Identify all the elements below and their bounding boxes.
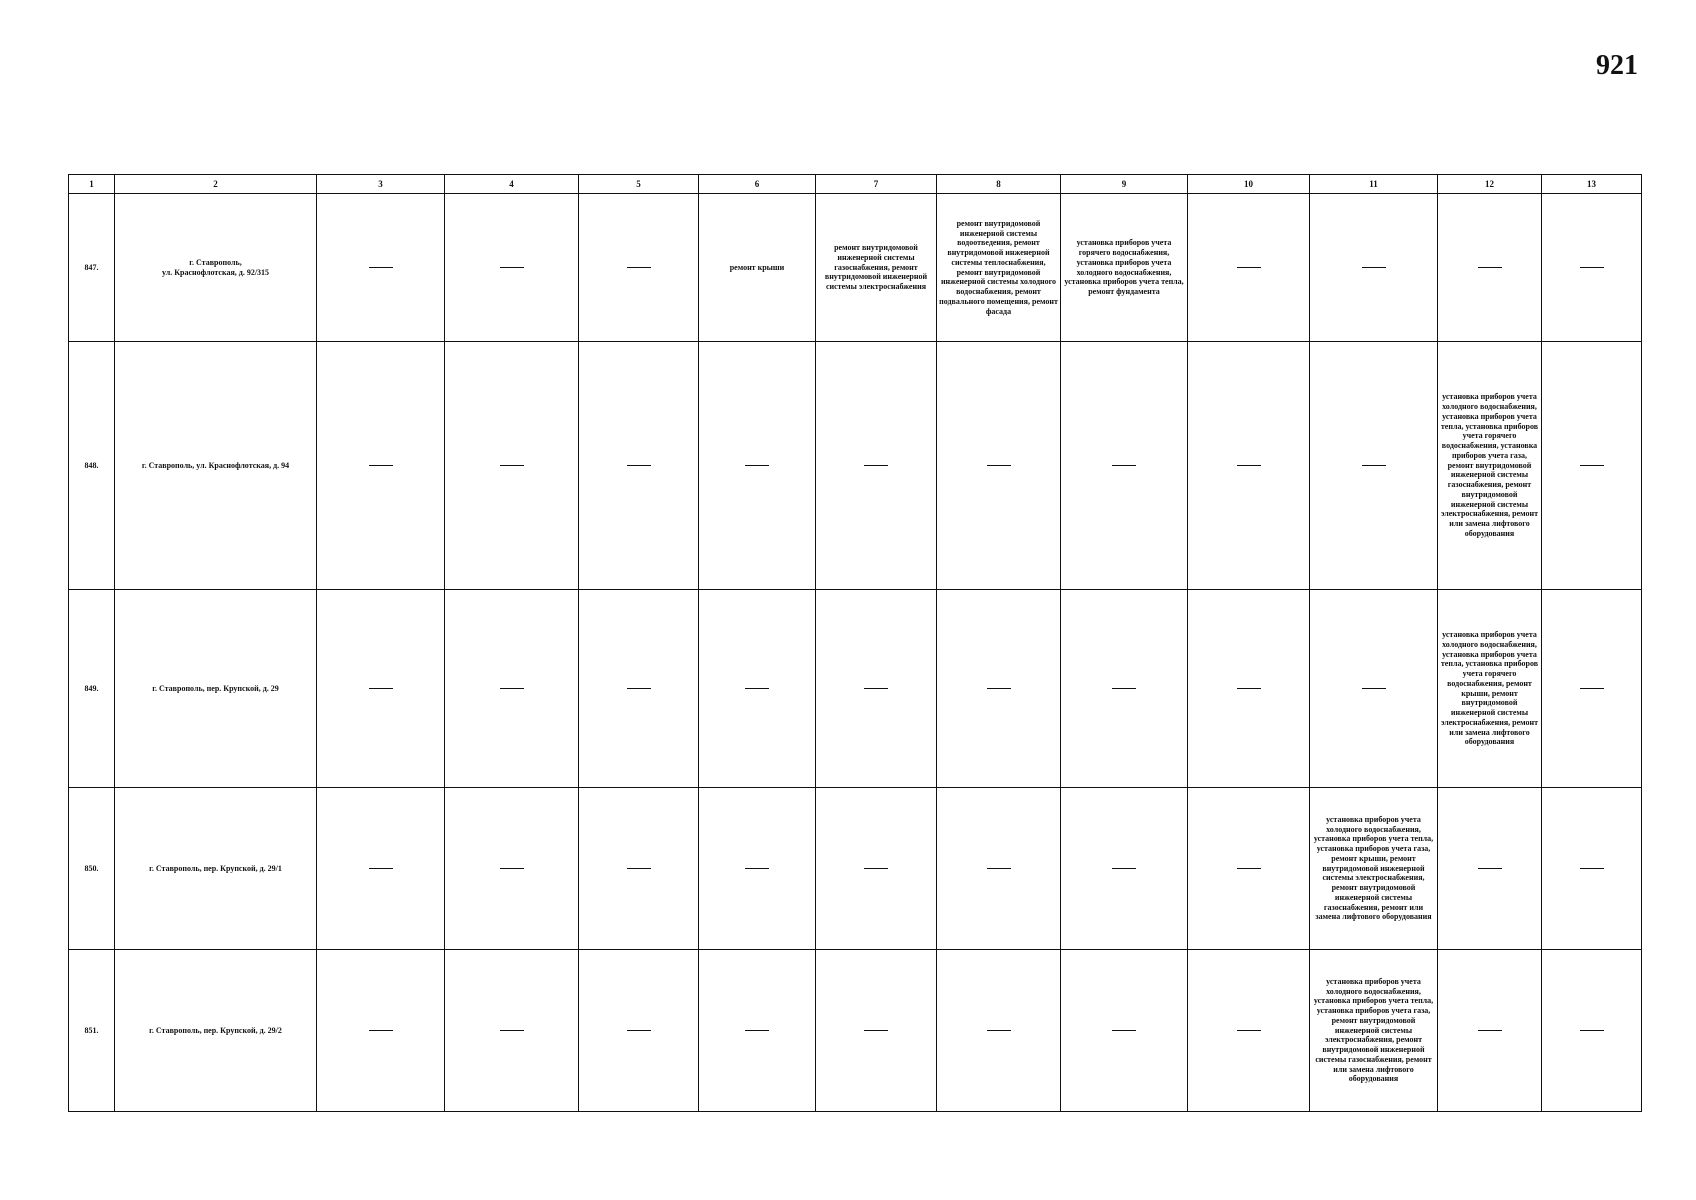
empty-cell [445, 194, 579, 342]
empty-cell [579, 590, 699, 788]
dash-mark [745, 1030, 769, 1031]
empty-cell [1188, 194, 1310, 342]
dash-mark [500, 868, 524, 869]
empty-cell [1310, 194, 1438, 342]
dash-mark [627, 868, 651, 869]
column-header: 2 [115, 175, 317, 194]
dash-mark [1112, 868, 1136, 869]
empty-cell [1188, 590, 1310, 788]
dash-mark [627, 1030, 651, 1031]
empty-cell [1542, 590, 1642, 788]
dash-mark [1112, 1030, 1136, 1031]
dash-mark [500, 688, 524, 689]
column-header: 5 [579, 175, 699, 194]
empty-cell [699, 590, 816, 788]
table-row [69, 342, 1642, 590]
address-cell: г. Ставрополь, пер. Крупской, д. 29 [115, 590, 317, 788]
empty-cell [937, 788, 1061, 950]
work-description-cell: ремонт крыши [699, 194, 816, 342]
empty-cell [579, 342, 699, 590]
empty-cell [1542, 194, 1642, 342]
empty-cell [937, 950, 1061, 1112]
dash-mark [369, 868, 393, 869]
row-number: 850. [69, 788, 115, 950]
empty-cell [937, 590, 1061, 788]
empty-cell [1188, 950, 1310, 1112]
empty-cell [1438, 788, 1542, 950]
empty-cell [445, 788, 579, 950]
work-description-cell: ремонт внутридомовой инженерной системы водоотведения, ремонт внутридомовой инженерной системы теплоснабжения, ремонт внутридомовой инженерной системы холодного водоснабжения, ремонт подвального помещения, ремонт фасада [937, 194, 1061, 342]
dash-mark [1580, 267, 1604, 268]
empty-cell [699, 342, 816, 590]
dash-mark [987, 1030, 1011, 1031]
dash-mark [1362, 465, 1386, 466]
empty-cell [1061, 342, 1188, 590]
dash-mark [627, 688, 651, 689]
dash-mark [1580, 1030, 1604, 1031]
work-description-cell: ремонт внутридомовой инженерной системы газоснабжения, ремонт внутридомовой инженерной системы электроснабжения [816, 194, 937, 342]
dash-mark [1580, 868, 1604, 869]
empty-cell [317, 788, 445, 950]
dash-mark [864, 688, 888, 689]
address-cell: г. Ставрополь, ул. Краснофлотская, д. 94 [115, 342, 317, 590]
dash-mark [1478, 1030, 1502, 1031]
dash-mark [500, 267, 524, 268]
dash-mark [987, 465, 1011, 466]
empty-cell [1061, 950, 1188, 1112]
work-description-cell: установка приборов учета холодного водоснабжения, установка приборов учета тепла, установка приборов учета газа, ремонт крыши, ремонт внутридомовой инженерной системы электроснабжения, ремонт внутридомовой инженерной системы газоснабжения, ремонт или замена лифтового оборудования [1310, 788, 1438, 950]
dash-mark [369, 688, 393, 689]
dash-mark [1362, 688, 1386, 689]
empty-cell [1310, 590, 1438, 788]
table-row [69, 194, 1642, 342]
repair-program-table [68, 174, 1642, 1112]
dash-mark [1237, 267, 1261, 268]
empty-cell [317, 342, 445, 590]
empty-cell [579, 788, 699, 950]
address-cell: г. Ставрополь, пер. Крупской, д. 29/1 [115, 788, 317, 950]
column-header: 12 [1438, 175, 1542, 194]
dash-mark [864, 1030, 888, 1031]
column-header: 10 [1188, 175, 1310, 194]
empty-cell [317, 590, 445, 788]
column-header: 1 [69, 175, 115, 194]
empty-cell [1542, 950, 1642, 1112]
work-description-cell: установка приборов учета холодного водоснабжения, установка приборов учета тепла, установка приборов учета газа, ремонт внутридомовой инженерной системы электроснабжения, ремонт внутридомовой инженерной системы газоснабжения, ремонт или замена лифтового оборудования [1310, 950, 1438, 1112]
dash-mark [1580, 688, 1604, 689]
empty-cell [445, 342, 579, 590]
empty-cell [1061, 788, 1188, 950]
dash-mark [1580, 465, 1604, 466]
dash-mark [1112, 688, 1136, 689]
page-number: 921 [1596, 50, 1638, 81]
column-header: 7 [816, 175, 937, 194]
empty-cell [1188, 342, 1310, 590]
empty-cell [1542, 788, 1642, 950]
empty-cell [1188, 788, 1310, 950]
dash-mark [369, 1030, 393, 1031]
empty-cell [816, 342, 937, 590]
empty-cell [699, 788, 816, 950]
row-number: 851. [69, 950, 115, 1112]
address-cell: г. Ставрополь, пер. Крупской, д. 29/2 [115, 950, 317, 1112]
dash-mark [500, 465, 524, 466]
dash-mark [369, 267, 393, 268]
empty-cell [445, 950, 579, 1112]
row-number: 849. [69, 590, 115, 788]
dash-mark [1237, 1030, 1261, 1031]
row-number: 847. [69, 194, 115, 342]
dash-mark [745, 465, 769, 466]
dash-mark [369, 465, 393, 466]
row-number: 848. [69, 342, 115, 590]
dash-mark [1237, 465, 1261, 466]
dash-mark [1478, 267, 1502, 268]
table-row [69, 788, 1642, 950]
column-header: 8 [937, 175, 1061, 194]
empty-cell [1310, 342, 1438, 590]
dash-mark [1237, 868, 1261, 869]
address-cell: г. Ставрополь, ул. Краснофлотская, д. 92/315 [115, 194, 317, 342]
empty-cell [317, 194, 445, 342]
empty-cell [1061, 590, 1188, 788]
empty-cell [445, 590, 579, 788]
column-header: 3 [317, 175, 445, 194]
empty-cell [816, 590, 937, 788]
empty-cell [1438, 194, 1542, 342]
empty-cell [937, 342, 1061, 590]
empty-cell [317, 950, 445, 1112]
column-number-row [69, 175, 1642, 194]
column-header: 4 [445, 175, 579, 194]
work-description-cell: установка приборов учета горячего водоснабжения, установка приборов учета холодного водоснабжения, установка приборов учета тепла, ремонт фундамента [1061, 194, 1188, 342]
empty-cell [816, 950, 937, 1112]
dash-mark [500, 1030, 524, 1031]
dash-mark [1237, 688, 1261, 689]
column-header: 9 [1061, 175, 1188, 194]
empty-cell [1542, 342, 1642, 590]
dash-mark [864, 868, 888, 869]
dash-mark [987, 688, 1011, 689]
dash-mark [745, 688, 769, 689]
dash-mark [745, 868, 769, 869]
dash-mark [987, 868, 1011, 869]
work-description-cell: установка приборов учета холодного водоснабжения, установка приборов учета тепла, установка приборов учета горячего водоснабжения, установка приборов учета газа, ремонт внутридомовой инженерной системы газоснабжения, ремонт внутридомовой инженерной системы электроснабжения, ремонт или замена лифтового оборудования [1438, 342, 1542, 590]
empty-cell [579, 194, 699, 342]
table-row [69, 950, 1642, 1112]
dash-mark [864, 465, 888, 466]
dash-mark [627, 465, 651, 466]
work-description-cell: установка приборов учета холодного водоснабжения, установка приборов учета тепла, установка приборов учета горячего водоснабжения, ремонт крыши, ремонт внутридомовой инженерной системы электроснабжения, ремонт или замена лифтового оборудования [1438, 590, 1542, 788]
column-header: 11 [1310, 175, 1438, 194]
dash-mark [1362, 267, 1386, 268]
empty-cell [579, 950, 699, 1112]
column-header: 13 [1542, 175, 1642, 194]
table-row [69, 590, 1642, 788]
empty-cell [1438, 950, 1542, 1112]
empty-cell [699, 950, 816, 1112]
column-header: 6 [699, 175, 816, 194]
dash-mark [1112, 465, 1136, 466]
dash-mark [1478, 868, 1502, 869]
empty-cell [816, 788, 937, 950]
dash-mark [627, 267, 651, 268]
